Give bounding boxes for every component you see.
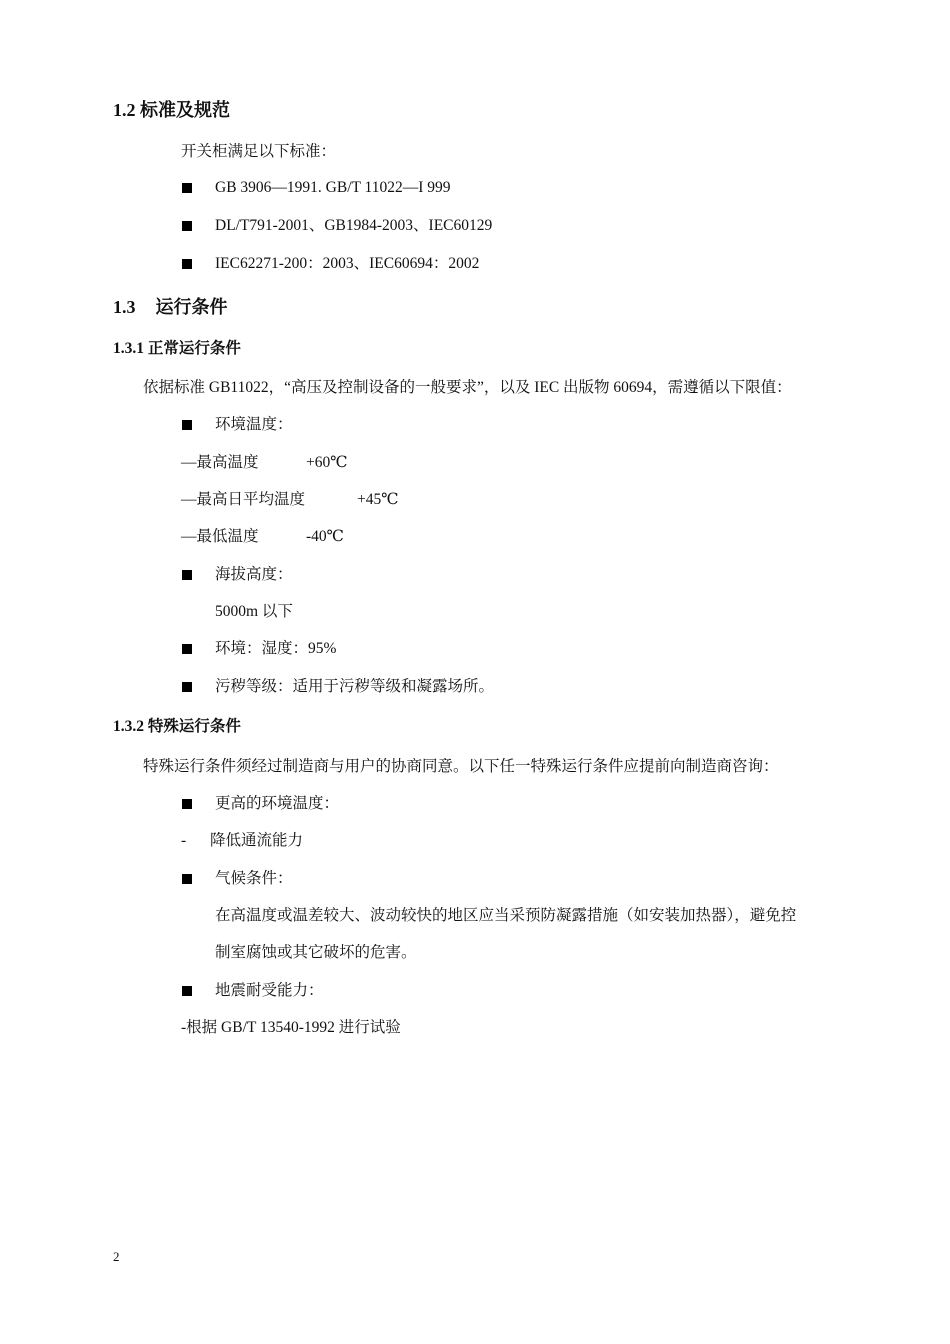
temp-daily-avg-label: —最高日平均温度 xyxy=(181,491,306,508)
bullet-square-icon xyxy=(182,183,192,193)
dash-marker: - xyxy=(181,832,187,849)
standard-item-3: IEC62271-200：2003、IEC60694：2002 xyxy=(215,255,480,272)
reduce-flow-text: 降低通流能力 xyxy=(210,832,304,849)
temp-max-label: —最高温度 xyxy=(181,454,259,471)
section-heading-1-3-1: 1.3.1 正常运行条件 xyxy=(113,340,241,357)
normal-conditions-intro: 依据标准 GB11022，“高压及控制设备的一般要求”，以及 IEC 出版物 60694，需遵循以下限值： xyxy=(143,379,792,396)
seismic-test-text: -根据 GB/T 13540-1992 进行试验 xyxy=(181,1019,401,1036)
bullet-square-icon xyxy=(182,644,192,654)
standard-item-2: DL/T791-2001、GB1984-2003、IEC60129 xyxy=(215,217,493,234)
bullet-square-icon xyxy=(182,420,192,430)
special-conditions-intro: 特殊运行条件须经过制造商与用户的协商同意。以下任一特殊运行条件应提前向制造商咨询： xyxy=(143,758,779,775)
altitude-label: 海拔高度： xyxy=(215,566,293,583)
pollution-text: 污秽等级：适用于污秽等级和凝露场所。 xyxy=(215,678,495,695)
section-title: 运行条件 xyxy=(155,297,228,317)
bullet-square-icon xyxy=(182,682,192,692)
section-heading-1-2: 1.2 标准及规范 xyxy=(113,100,230,120)
bullet-square-icon xyxy=(182,259,192,269)
temp-daily-avg-value: +45℃ xyxy=(357,491,399,508)
bullet-square-icon xyxy=(182,874,192,884)
temp-min-value: -40℃ xyxy=(306,528,345,545)
altitude-value: 5000m 以下 xyxy=(215,603,293,620)
bullet-square-icon xyxy=(182,986,192,996)
higher-temp-label: 更高的环境温度： xyxy=(215,795,340,812)
standard-item-1: GB 3906—1991. GB/T 11022—I 999 xyxy=(215,179,451,196)
section-heading-1-3-2: 1.3.2 特殊运行条件 xyxy=(113,718,241,735)
section-number: 1.3 xyxy=(113,297,136,317)
bullet-square-icon xyxy=(182,799,192,809)
seismic-label: 地震耐受能力： xyxy=(215,982,324,999)
page-number: 2 xyxy=(113,1249,120,1264)
climate-text-line-2: 制室腐蚀或其它破坏的危害。 xyxy=(215,944,417,961)
climate-text-line-1: 在高温度或温差较大、波动较快的地区应当采预防凝露措施（如安装加热器），避免控 xyxy=(215,907,797,924)
env-temp-label: 环境温度： xyxy=(215,416,293,433)
bullet-square-icon xyxy=(182,570,192,580)
bullet-square-icon xyxy=(182,221,192,231)
section-heading-1-3 xyxy=(113,296,228,318)
humidity-text: 环境：湿度：95% xyxy=(215,640,337,657)
temp-max-value: +60℃ xyxy=(306,454,348,471)
standards-intro: 开关柜满足以下标准： xyxy=(181,143,337,160)
climate-label: 气候条件： xyxy=(215,870,293,887)
temp-min-label: —最低温度 xyxy=(181,528,259,545)
